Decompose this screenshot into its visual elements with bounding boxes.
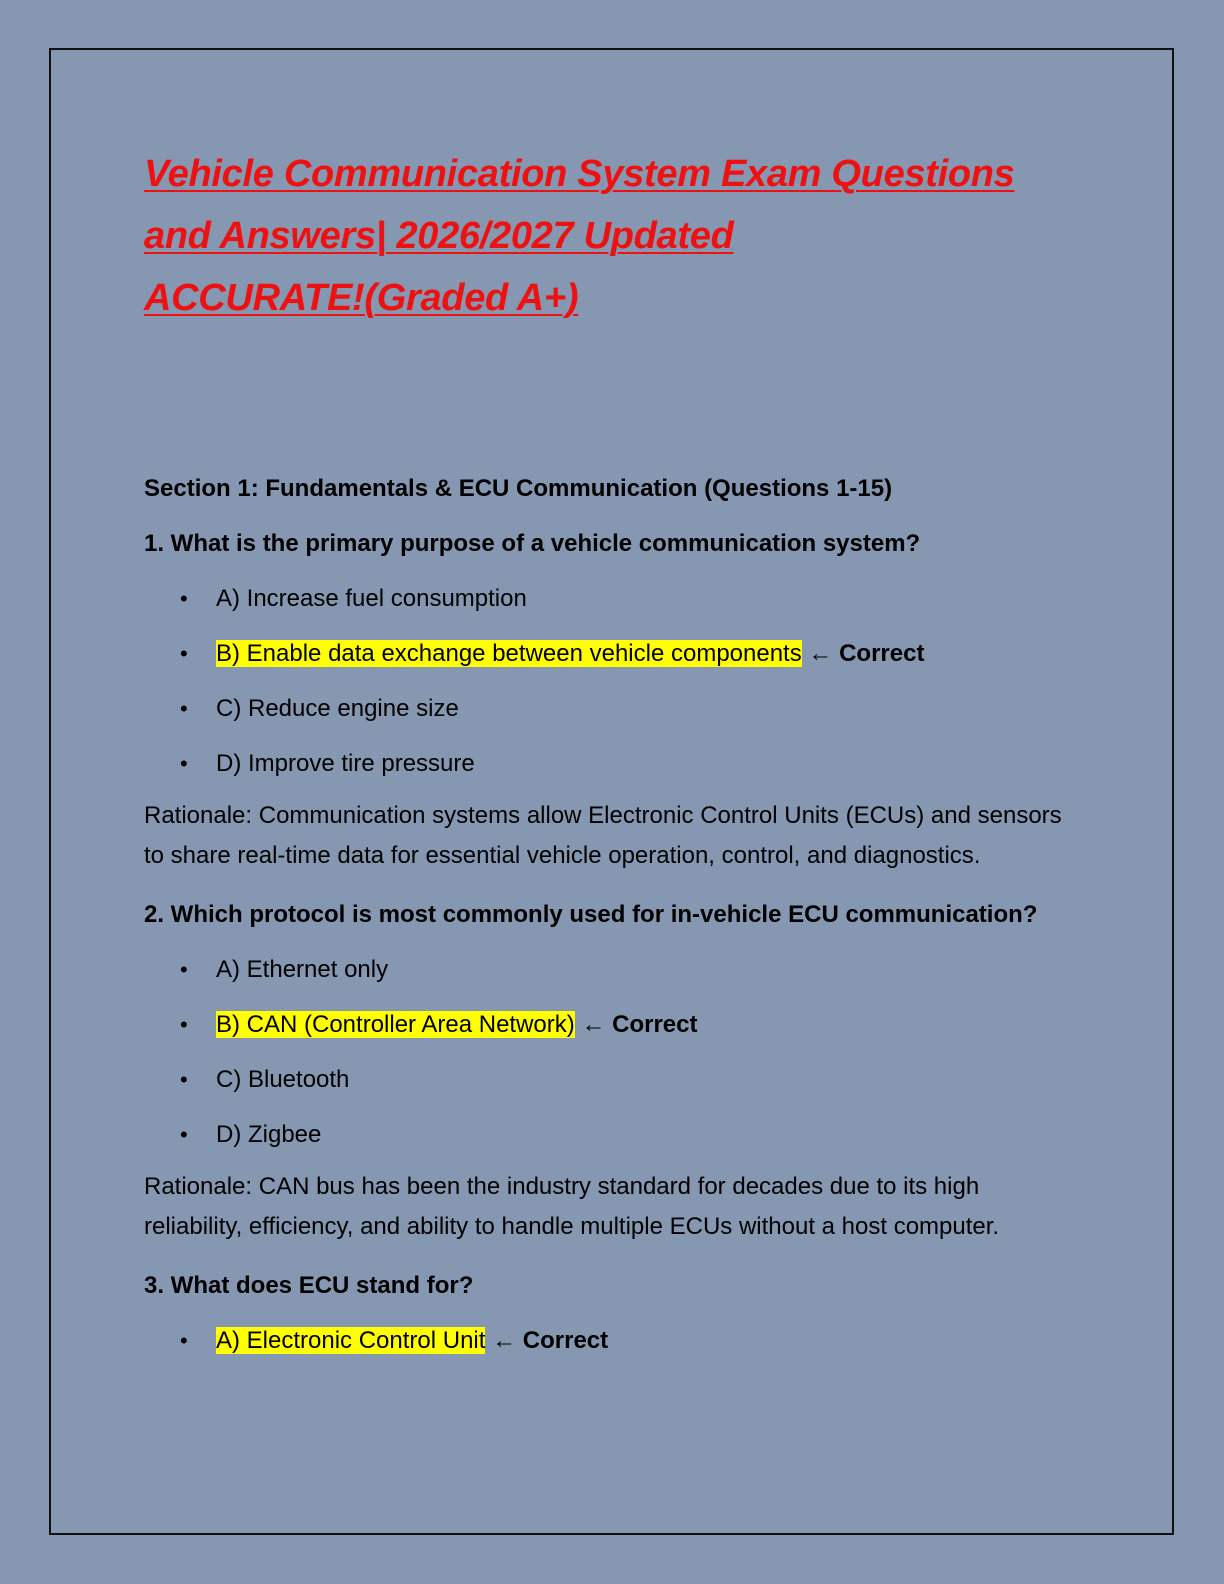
bullet-icon: • xyxy=(180,751,188,776)
bullet-icon: • xyxy=(180,641,188,666)
option-text: D) Improve tire pressure xyxy=(216,750,475,777)
rationale: Rationale: Communication systems allow Electronic Control Units (ECUs) and sensors to share real-time data for essential vehicle operation, control, and diagnostics. xyxy=(144,802,1062,869)
option-text-highlighted: A) Electronic Control Unit xyxy=(216,1327,486,1354)
correct-marker: ← Correct xyxy=(581,1011,698,1038)
bullet-icon: • xyxy=(180,1328,188,1353)
option-text: A) Increase fuel consumption xyxy=(216,585,527,612)
option-text: C) Reduce engine size xyxy=(216,695,459,722)
option-list xyxy=(144,954,1144,1151)
option-text: D) Zigbee xyxy=(216,1121,322,1148)
option-a xyxy=(144,583,1144,615)
option-c xyxy=(144,1064,1144,1096)
question-1 xyxy=(144,528,1144,876)
question-2 xyxy=(144,899,1144,1247)
bullet-icon: • xyxy=(180,1122,188,1147)
bullet-icon: • xyxy=(180,586,188,611)
option-list xyxy=(144,1325,1144,1357)
option-b-correct xyxy=(144,638,1144,670)
title-line-3: ACCURATE!(Graded A+) xyxy=(144,277,579,319)
option-d xyxy=(144,1119,1144,1151)
option-a xyxy=(144,954,1144,986)
bullet-icon: • xyxy=(180,1012,188,1037)
question-text: 1. What is the primary purpose of a vehicle communication system? xyxy=(144,530,921,557)
question-text: 2. Which protocol is most commonly used for in-vehicle ECU communication? xyxy=(144,901,1038,928)
section-heading: Section 1: Fundamentals & ECU Communication (Questions 1-15) xyxy=(144,475,893,502)
option-text: C) Bluetooth xyxy=(216,1066,350,1093)
title-line-2: and Answers| 2026/2027 Updated xyxy=(144,215,734,257)
option-d xyxy=(144,748,1144,780)
rationale: Rationale: CAN bus has been the industry standard for decades due to its high reliability, efficiency, and ability to handle multiple ECUs without a host computer. xyxy=(144,1173,1000,1240)
correct-marker: ← Correct xyxy=(808,640,925,667)
option-text-highlighted: B) CAN (Controller Area Network) xyxy=(216,1011,575,1038)
option-text: A) Ethernet only xyxy=(216,956,389,983)
option-b-correct xyxy=(144,1009,1144,1041)
option-a-correct xyxy=(144,1325,1144,1357)
document-content xyxy=(144,143,1144,1357)
title-line-1: Vehicle Communication System Exam Questions xyxy=(144,153,1015,195)
bullet-icon: • xyxy=(180,1067,188,1092)
bullet-icon: • xyxy=(180,696,188,721)
option-c xyxy=(144,693,1144,725)
question-3 xyxy=(144,1270,1144,1357)
option-text-highlighted: B) Enable data exchange between vehicle components xyxy=(216,640,802,667)
document-title xyxy=(144,143,1144,329)
correct-marker: ← Correct xyxy=(492,1327,609,1354)
bullet-icon: • xyxy=(180,957,188,982)
question-text: 3. What does ECU stand for? xyxy=(144,1272,474,1299)
option-list xyxy=(144,583,1144,780)
